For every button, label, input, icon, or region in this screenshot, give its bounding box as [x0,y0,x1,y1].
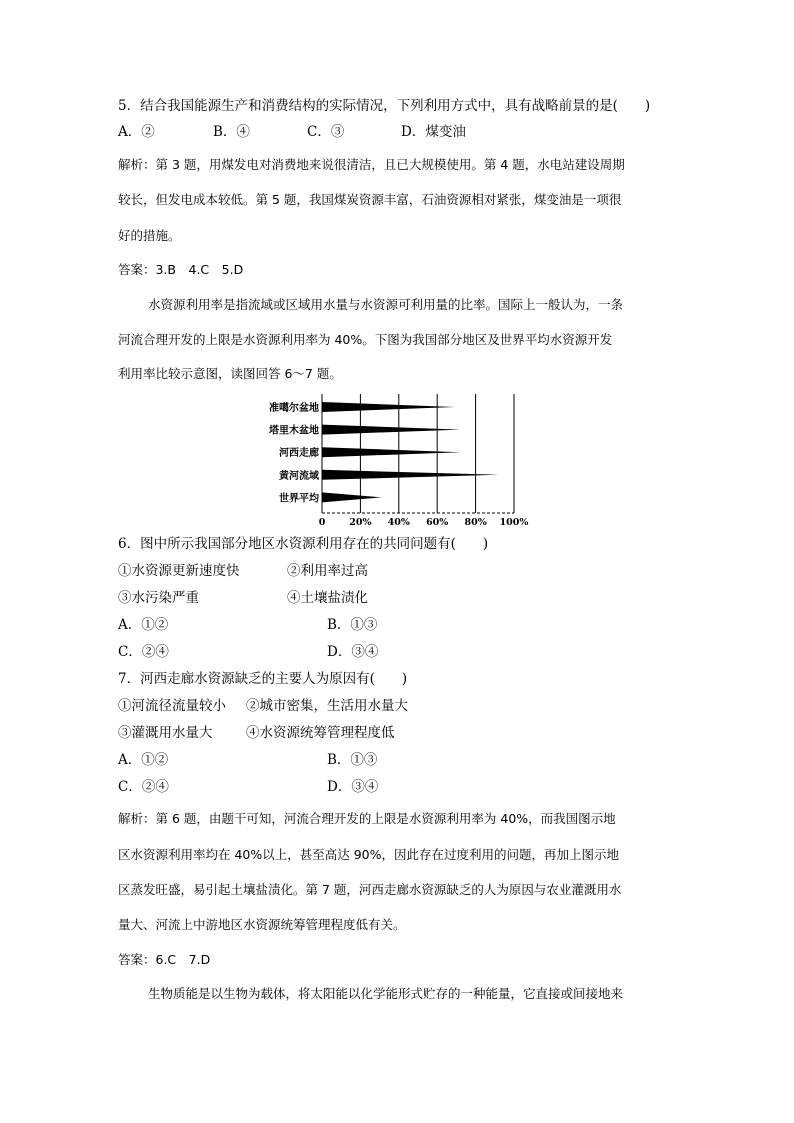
trailing-paragraph: 生物质能是以生物为载体，将太阳能以化学能形式贮存的一种能量，它直接或间接地来 [148,986,624,1001]
q6-option-c: C．②④ [118,644,169,660]
q5-option-d: D．煤变油 [401,124,466,140]
answer-2: 答案：6.C 7.D [118,952,211,967]
q6-item-2: ②利用率过高 [287,563,368,579]
chart-tick-label: 60% [426,517,449,528]
q7-option-c: C．②④ [118,779,169,795]
chart-bar [322,492,382,502]
analysis-2-line-4: 量大、河流上中游地区水资源统筹管理程度低有关。 [118,917,406,932]
q7-option-d: D．③④ [327,779,379,795]
q7-item-3: ③灌溉用水量大 [118,725,213,741]
q5-stem: 5．结合我国能源生产和消费结构的实际情况，下列利用方式中，具有战略前景的是( ) [118,98,651,114]
q7-item-4: ④水资源统筹管理程度低 [246,725,395,741]
chart-tick-label: 100% [499,517,529,528]
chart-category-label: 河西走廊 [279,448,319,460]
q6-item-4: ④土壤盐渍化 [287,590,368,606]
q6-item-3: ③水污染严重 [118,590,199,606]
analysis-2-line-3: 区蒸发旺盛，易引起土壤盐渍化。第 7 题，河西走廊水资源缺乏的人为原因与农业灌溉用水 [118,882,622,897]
intro-line-2: 河流合理开发的上限是水资源利用率为 40%。下图为我国部分地区及世界平均水资源开发 [118,332,613,347]
chart-bar [322,447,460,457]
analysis-1-line-3: 好的措施。 [118,228,181,243]
chart-category-label: 塔里木盆地 [269,425,319,437]
q7-item-2: ②城市密集，生活用水量大 [246,698,408,714]
intro-line-3: 利用率比较示意图，读图回答 6～7 题。 [118,366,342,381]
analysis-2-line-2: 区水资源利用率均在 40%以上，甚至高达 90%，因此存在过度利用的问题，再加上图示地 [118,847,620,862]
analysis-1-line-2: 较长，但发电成本较低。第 5 题，我国煤炭资源丰富，石油资源相对紧张，煤变油是一项很 [118,192,622,207]
chart-tick-label: 0 [318,517,326,528]
chart-tick-label: 20% [349,517,372,528]
q7-option-b: B．①③ [327,752,378,768]
chart-category-label: 黄河流域 [279,470,319,482]
q6-option-d: D．③④ [327,644,379,660]
chart-tick-label: 40% [387,517,410,528]
q6-option-a: A．①② [118,617,169,633]
chart-category-label: 准噶尔盆地 [269,403,319,414]
chart-category-label: 世界平均 [279,493,319,505]
water-use-rate-chart [232,388,542,530]
analysis-2-line-1: 解析：第 6 题，由题干可知，河流合理开发的上限是水资源利用率为 40%，而我国图示地 [118,811,616,826]
q7-item-1: ①河流径流量较小 [118,698,226,714]
q7-stem: 7．河西走廊水资源缺乏的主要人为原因有( ) [118,671,408,687]
chart-bar [322,425,460,435]
q6-stem: 6．图中所示我国部分地区水资源利用存在的共同问题有( ) [118,536,489,552]
q6-option-b: B．①③ [327,617,378,633]
analysis-1-line-1: 解析：第 3 题，用煤发电对消费地来说很清洁，且已大规模使用。第 4 题，水电站建设周期 [118,157,625,172]
intro-line-1: 水资源利用率是指流域或区域用水量与水资源可利用量的比率。国际上一般认为，一条 [148,297,624,312]
chart-tick-label: 80% [464,517,487,528]
chart-bar [322,470,499,480]
chart-bar [322,402,454,412]
q7-option-a: A．①② [118,752,169,768]
q6-item-1: ①水资源更新速度快 [118,563,240,579]
answer-1: 答案：3.B 4.C 5.D [118,262,244,277]
q5-option-a: A．② [118,124,155,140]
q5-option-c: C．③ [307,124,345,140]
q5-option-b: B．④ [213,124,250,140]
